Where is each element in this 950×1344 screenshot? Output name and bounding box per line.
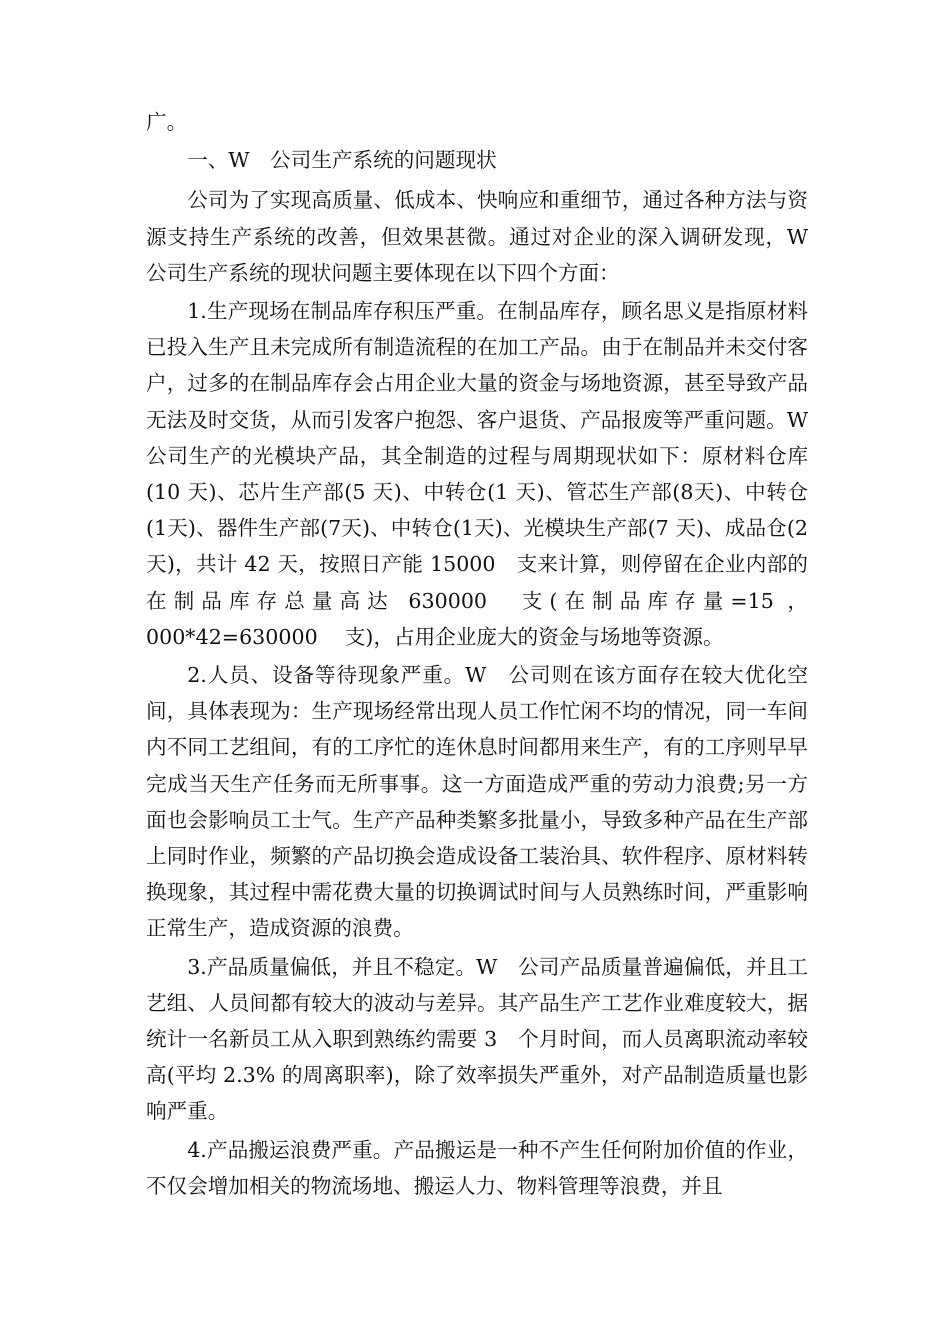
paragraph-item-3: 3.产品质量偏低，并且不稳定。W 公司产品质量普遍偏低，并且工艺组、人员间都有较大的波动与差异。其产品生产工艺作业难度较大，据统计一名新员工从入职到熟练约需要 3 个月时间，而人员离职流动率较高(平均 2.3% 的周离职率)，除了效率损失严重外，对产品制造质量也影响严重。 [146,954,808,1124]
paragraph-item-1: 1.生产现场在制品库存积压严重。在制品库存，顾名思义是指原材料已投入生产且未完成所有制造流程的在加工产品。由于在制品并未交付客户，过多的在制品库存会占用企业大量的资金与场地资源，甚至导致产品无法及时交货，从而引发客户抱怨、客户退货、产品报废等严重问题。W 公司生产的光模块产品，其全制造的过程与周期现状如下：原材料仓库(10 天)、芯片生产部(5 天)、中转仓(1 天)、管芯生产部(8天)、中转仓(1天)、器件生产部(7天)、中转仓(1天)、光模块生产部(7 天)、成品仓(2 天)，共计 42 天，按照日产能 15000 支来计算，则停留在企业内部的在制品库存总量高达 630000 支(在制品库存量=15 ，000*42=630000 支)，占用企业庞大的资金与场地等资源。 [146,299,829,649]
paragraph-item-2: 2.人员、设备等待现象严重。W 公司则在该方面存在较大优化空间，具体表现为：生产现场经常出现人员工作忙闲不均的情况，同一车间内不同工艺组间，有的工序忙的连休息时间都用来生产，有的工序则早早完成当天生产任务而无所事事。这一方面造成严重的劳动力浪费;另一方面也会影响员工士气。生产产品种类繁多批量小，导致多种产品在生产部上同时作业，频繁的产品切换会造成设备工装治具、软件程序、原材料转换现象，其过程中需花费大量的切换调试时间与人员熟练时间，严重影响正常生产，造成资源的浪费。 [146,663,808,941]
document-body [146,104,829,1206]
section-heading: 一、W 公司生产系统的问题现状 [187,148,497,173]
paragraph-item-4: 4.产品搬运浪费严重。产品搬运是一种不产生任何附加价值的作业，不仅会增加相关的物流场地、搬运人力、物料管理等浪费，并且 [146,1137,808,1198]
paragraph-intro: 公司为了实现高质量、低成本、快响应和重细节，通过各种方法与资源支持生产系统的改善，但效果甚微。通过对企业的深入调研发现，W 公司生产系统的现状问题主要体现在以下四个方面： [146,188,829,285]
paragraph-continuation: 广。 [146,110,188,134]
